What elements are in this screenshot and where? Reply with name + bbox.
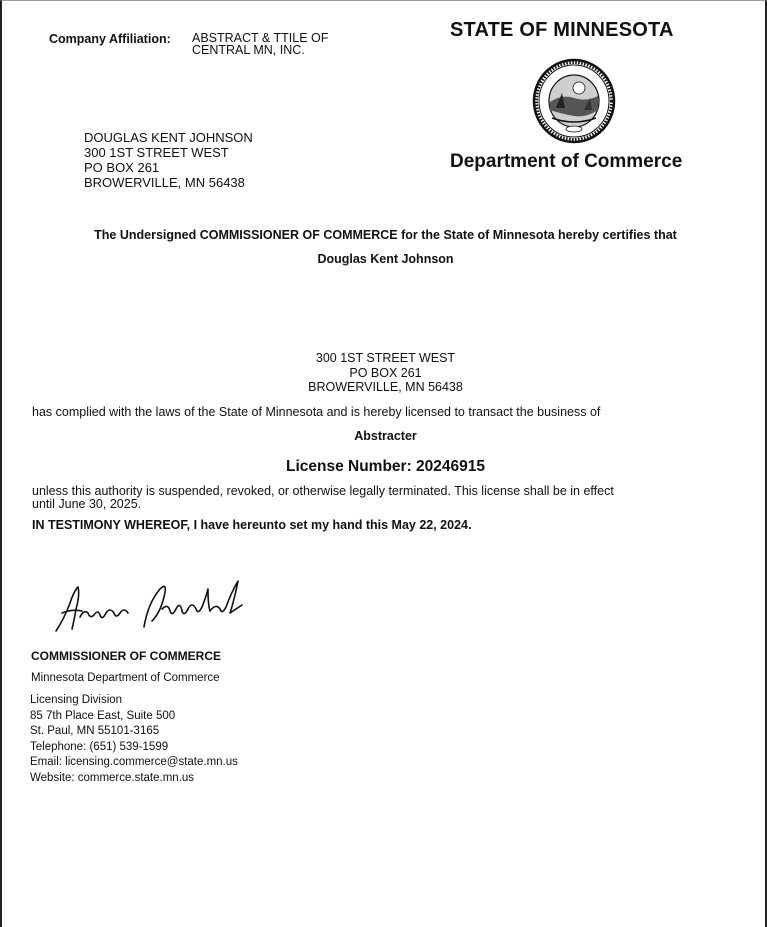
contact-information: [30, 693, 238, 786]
licensee-address-line3: BROWERVILLE, MN 56438: [308, 380, 463, 394]
licensee-name: Douglas Kent Johnson: [317, 252, 454, 266]
contact-city: St. Paul, MN 55101-3165: [30, 725, 160, 737]
affiliation-value: [192, 32, 328, 56]
contact-telephone: Telephone: (651) 539-1599: [30, 740, 169, 753]
department-title: Department of Commerce: [450, 151, 683, 172]
licensee-address: [2, 351, 767, 395]
state-seal-icon: [532, 58, 616, 144]
affiliation-value-line2: CENTRAL MN, INC.: [192, 43, 305, 57]
affiliation-label: Company Affiliation:: [49, 32, 171, 46]
license-number: License Number: 20246915: [285, 458, 486, 475]
commissioner-title: COMMISSIONER OF COMMERCE: [31, 649, 222, 663]
department-name: Minnesota Department of Commerce: [31, 672, 220, 684]
state-title: STATE OF MINNESOTA: [450, 19, 674, 41]
recipient-name: DOUGLAS KENT JOHNSON: [84, 130, 253, 145]
licensee-address-line2: PO BOX 261: [349, 365, 422, 380]
recipient-po-box: PO BOX 261: [84, 160, 160, 175]
validity-line2: until June 30, 2025.: [32, 496, 142, 511]
validity-line1: unless this authority is suspended, revoked, or otherwise legally terminated. This license shall be in effect: [32, 484, 614, 498]
handwritten-signature: [50, 569, 250, 639]
recipient-address: [84, 130, 253, 190]
recipient-city-state-zip: BROWERVILLE, MN 56438: [84, 175, 245, 190]
validity-statement: [32, 485, 692, 510]
contact-website: Website: commerce.state.mn.us: [30, 771, 195, 784]
licensee-address-line1: 300 1ST STREET WEST: [315, 351, 456, 365]
compliance-statement: has complied with the laws of the State of Minnesota and is hereby licensed to transact the business of: [32, 405, 601, 419]
contact-street: 85 7th Place East, Suite 500: [30, 709, 176, 722]
certification-statement: The Undersigned COMMISSIONER OF COMMERCE for the State of Minnesota hereby certifies that: [94, 228, 677, 242]
business-type: Abstracter: [354, 429, 417, 443]
licensing-division: Licensing Division: [30, 694, 123, 706]
recipient-street: 300 1ST STREET WEST: [84, 145, 229, 160]
affiliation-value-line1: ABSTRACT & TTILE OF: [192, 31, 329, 45]
contact-email: Email: licensing.commerce@state.mn.us: [30, 756, 238, 768]
testimony-statement: IN TESTIMONY WHEREOF, I have hereunto set my hand this May 22, 2024.: [32, 518, 472, 532]
